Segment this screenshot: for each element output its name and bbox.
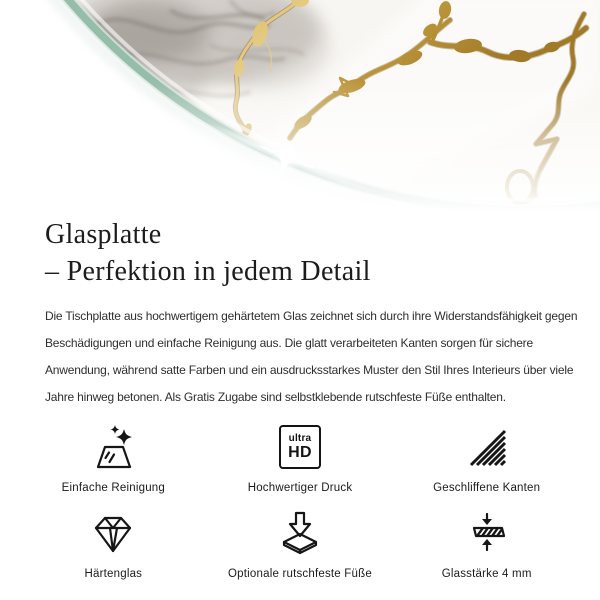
glass-plate-photo xyxy=(0,0,600,212)
feature-label: Härtenglas xyxy=(84,568,143,580)
feature-hd-print xyxy=(207,423,394,495)
feature-polished-edges xyxy=(393,423,580,495)
feature-glass-thickness xyxy=(393,509,580,581)
ultra-hd-badge-bottom: HD xyxy=(288,444,312,461)
feature-label: Glasstärke 4 mm xyxy=(441,568,532,580)
feature-tempered-glass xyxy=(20,509,207,581)
ultra-hd-print-icon xyxy=(279,423,321,471)
ultra-hd-badge-top: ultra xyxy=(288,433,312,444)
page-title xyxy=(45,216,555,290)
product-description: Die Tischplatte aus hochwertigem gehärtetem Glas zeichnet sich durch ihre Widerstandsfähigkeit gegen Beschädigungen und einfache Reinigung aus. Die glatt verarbeiteten Kanten sorgen für sichere Anwendung, während satte Farben und ein ausdrucksstarkes Muster den Stil Ihres Interieurs über viele Jahre hinweg betonen. Als Gratis Zugabe sind selbstklebende rutschfeste Füße enthalten. xyxy=(45,309,578,404)
feature-easy-cleaning xyxy=(20,423,207,495)
tempered-glass-diamond-icon xyxy=(89,509,137,557)
easy-cleaning-icon xyxy=(89,423,137,471)
feature-anti-slip-feet xyxy=(207,509,394,581)
hero-product-photo xyxy=(0,0,600,212)
anti-slip-feet-icon xyxy=(276,509,324,557)
polished-edges-icon xyxy=(463,423,511,471)
feature-label: Geschliffene Kanten xyxy=(433,482,541,494)
feature-label: Hochwertiger Druck xyxy=(247,482,353,494)
feature-grid xyxy=(20,423,580,581)
title-line-2: – Perfektion in jedem Detail xyxy=(45,256,371,287)
feature-label: Optionale rutschfeste Füße xyxy=(228,568,372,580)
white-fade-overlay xyxy=(0,80,600,212)
glass-thickness-icon xyxy=(463,509,511,557)
feature-label: Einfache Reinigung xyxy=(61,482,165,494)
title-line-1: Glasplatte xyxy=(45,219,162,250)
